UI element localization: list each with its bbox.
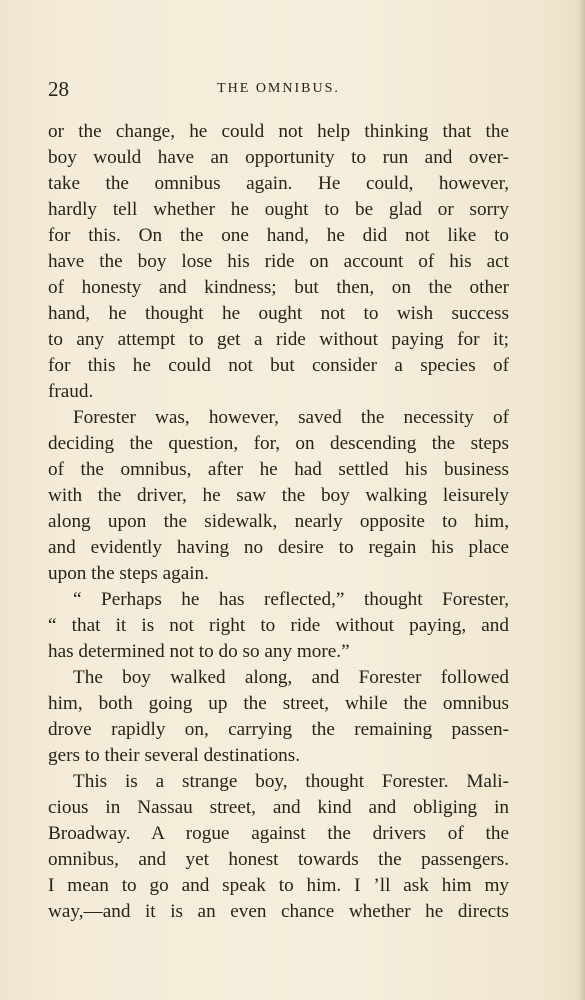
- text-line: with the driver, he saw the boy walking leisurely: [48, 485, 509, 506]
- page-number: 28: [48, 77, 69, 101]
- text-line: fraud.: [48, 381, 94, 402]
- text-line: along upon the sidewalk, nearly opposite to him,: [48, 511, 509, 532]
- page-edge-shadow: [579, 0, 585, 1000]
- text-line: cious in Nassau street, and kind and obliging in: [48, 797, 509, 818]
- text-line: gers to their several destinations.: [48, 745, 301, 766]
- running-head: THE OMNIBUS.: [217, 81, 340, 96]
- page-header: [48, 76, 509, 102]
- text-line: and evidently having no desire to regain his place: [48, 537, 509, 558]
- text-line: “ that it is not right to ride without paying, and: [48, 615, 509, 636]
- text-line: to any attempt to get a ride without paying for it;: [48, 329, 509, 350]
- text-line: This is a strange boy, thought Forester. Mali-: [73, 771, 509, 792]
- body-text: [48, 119, 509, 925]
- text-line: way,—and it is an even chance whether he directs: [48, 901, 509, 922]
- text-line: have the boy lose his ride on account of his act: [48, 251, 509, 272]
- text-line: Forester was, however, saved the necessity of: [73, 407, 509, 428]
- text-line: take the omnibus again. He could, however,: [48, 173, 509, 194]
- text-line: upon the steps again.: [48, 563, 209, 584]
- text-line: or the change, he could not help thinking that the: [48, 121, 509, 142]
- text-line: boy would have an opportunity to run and over-: [48, 147, 509, 168]
- text-line: hardly tell whether he ought to be glad or sorry: [48, 199, 509, 220]
- text-line: Broadway. A rogue against the drivers of the: [48, 823, 509, 844]
- text-line: omnibus, and yet honest towards the passengers.: [48, 849, 509, 870]
- text-line: The boy walked along, and Forester followed: [73, 667, 509, 688]
- text-line: “ Perhaps he has reflected,” thought Forester,: [73, 589, 509, 610]
- text-line: drove rapidly on, carrying the remaining passen-: [48, 719, 509, 740]
- text-line: hand, he thought he ought not to wish success: [48, 303, 509, 324]
- text-line: for this he could not but consider a species of: [48, 355, 509, 376]
- text-line: of honesty and kindness; but then, on the other: [48, 277, 509, 298]
- text-line: for this. On the one hand, he did not like to: [48, 225, 509, 246]
- text-line: of the omnibus, after he had settled his business: [48, 459, 509, 480]
- text-line: deciding the question, for, on descending the steps: [48, 433, 509, 454]
- text-line: has determined not to do so any more.”: [48, 641, 350, 662]
- text-line: him, both going up the street, while the omnibus: [48, 693, 509, 714]
- text-line: I mean to go and speak to him. I ’ll ask him my: [48, 875, 509, 896]
